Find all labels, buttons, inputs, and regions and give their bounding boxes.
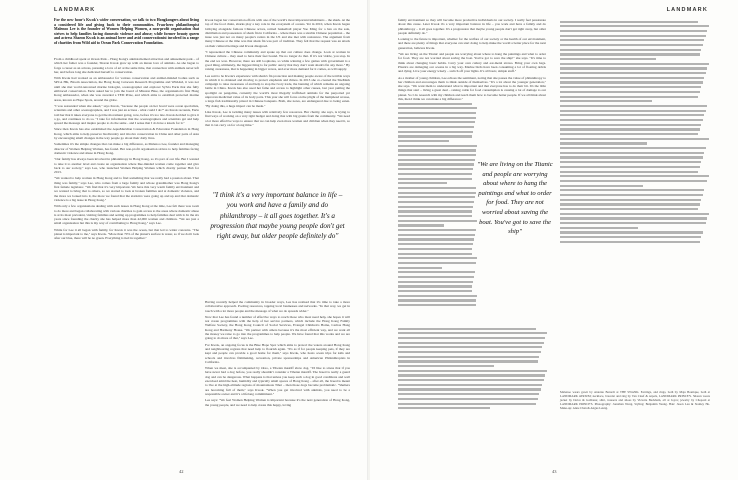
chinese-text-line bbox=[398, 206, 473, 208]
chinese-text-line bbox=[398, 154, 476, 156]
chinese-text-line bbox=[398, 107, 477, 109]
chinese-text-line bbox=[398, 234, 475, 236]
paragraph: While for Lee it all began with family, for Kwok it was the ocean, but that led to wider concerns. "The planet is important to me," says Kwok. "More than 70% of the planet's surface is water, so if we don't look after our blue, there will be no green. Everything is tied in together." bbox=[54, 227, 199, 241]
chinese-text-line bbox=[560, 236, 701, 238]
chinese-text-line bbox=[560, 30, 707, 32]
chinese-text-line bbox=[398, 178, 472, 180]
chinese-text-line bbox=[560, 222, 706, 224]
chinese-text-line bbox=[560, 44, 703, 46]
chinese-text-line bbox=[560, 72, 706, 74]
chinese-text-line bbox=[398, 295, 477, 297]
chinese-text-line bbox=[560, 77, 704, 79]
chinese-text-line bbox=[398, 103, 472, 105]
chinese-text-line bbox=[398, 356, 539, 358]
chinese-text-line bbox=[398, 281, 473, 283]
chinese-text-line bbox=[398, 379, 544, 381]
chinese-text-line bbox=[398, 173, 472, 175]
chinese-text-line bbox=[560, 156, 703, 158]
chinese-text-line bbox=[398, 112, 476, 114]
chinese-text-line bbox=[398, 351, 541, 353]
chinese-text-line bbox=[560, 63, 709, 65]
chinese-text-line bbox=[398, 285, 472, 287]
chinese-text-line bbox=[398, 346, 542, 348]
paragraph: For Kwok, an ongoing focus is the Blue Hope Spot which aims to protect the waters around Hong Kong and neighbouring regions that need help to flourish again. "It's as if for people keeping pets, if they are kept and people can provide a good home for them," says Kwok, who hosts ocean trips for kids and schools and involves filmmaking, recreation, private sponsorships and American Philanthropists in California. bbox=[205, 342, 350, 364]
paragraph: As a mother of young children, Lee echoes the sentiment, noting that she passes the value of philanthropy to her children and encourages them to think outside of themselves. "It's a lot about the younger generation," she says. "We want them to understand what is important and that everyone has to do their bit. It's the little things that start – living a great deal – raising cattle for food consumption is causing a lot of damage to our planet. So I do research with my children and teach them how to become better people. If we all think about this, then I think we can make a big difference." bbox=[398, 75, 546, 102]
chinese-text-line bbox=[398, 393, 539, 395]
chinese-text-line bbox=[398, 253, 472, 255]
paragraph: family environment so they will become more productive individuals in our society. I really feel passionate about this cause. Later Kwok it's a very important balance in life – you work and have a family and do philanthropy – it all goes together. It's a progression that maybe young people don't get right away, but older people definitely do." bbox=[398, 18, 546, 35]
chinese-text-line bbox=[560, 49, 701, 51]
chinese-text-line bbox=[398, 224, 444, 226]
chinese-text-line bbox=[560, 91, 700, 93]
chinese-text-line bbox=[560, 180, 707, 182]
chinese-text-line bbox=[560, 100, 652, 102]
chinese-text-line bbox=[560, 152, 704, 154]
paragraph: With Kwok had worked as an ambassador for various conservation and animal-minded bodies such as SPCA HK, Bloom Association, the Hong Kong Cetacean Research Programme and WildAid, it was not until she met world-renowned marine biologist, oceanographer and explorer Sylvia Earle that she fully embraced conservation. Earle asked her to join the board of Mission Blue, the organisation's first Hong Kong ambassador, when she was awarded a TED Prize, and which aims to establish protected marine areas, known as Hope Spots, around the globe. bbox=[54, 76, 199, 102]
chinese-text-line bbox=[398, 220, 477, 222]
pull-quote-right: "We are living on the Titanic and people are worrying about where to hang the paintings and what to order for food. They are not worried about saving the boat. You've got to save the ship" bbox=[477, 161, 553, 236]
chinese-text-line bbox=[398, 276, 474, 278]
paragraph: From a childhood spent at Ocean Park – Hong Kong's animal-themed attraction and amusement park – of which her father was a founder, Sharon Kwok grew up with an innate love of animals. As she began to forge a career as an actress, pursuing a love of art at the same time, that connection with animals never left her, and before long she dedicated herself to conservation. bbox=[54, 57, 199, 74]
chinese-text-line bbox=[560, 171, 698, 173]
pull-quote-left: "I think it's a very important balance in life – you work and have a family and do philanthropy – it all goes together. It's a progression that maybe young people don't get right away, but older people definitely do" bbox=[210, 191, 345, 241]
chinese-text-line bbox=[398, 126, 474, 128]
chinese-text-line bbox=[398, 196, 475, 198]
chinese-text-line bbox=[398, 407, 490, 409]
chinese-text-line bbox=[398, 257, 477, 259]
paragraph: "I was astounded when she asked," says Kwok, "because the people on her board were ocean specialists, scientists and other oceanographers, and I was just an actress - what could I do?" As Kwok recounts, Earle told her that it takes everyone to get the movement going, now, before it's too late. Kwok decided to give it a go, and continues to do so. "I take for information that the oceanographers and scientists get and help spread the message and inspire people to do the same - and I sense that I do have a knack for it." bbox=[54, 103, 199, 126]
chinese-text-line bbox=[560, 231, 703, 233]
chinese-text-line bbox=[398, 370, 547, 372]
chinese-text-line bbox=[398, 145, 477, 147]
paragraph: Kwok began her conservation efforts with one of the world's most important inhabitants – the shark. At the top of the food chain, sharks play a key role in the ecosystem of oceans. Yet in 2010, when Kwok began lobbying alongside famous Chinese actors, retired basketball player Yao Ming for a ban on the sale, distribution and possession of shark fin in California – where there was a sizable Chinese population – the issue was just not on many people's radars in the US and she met with resistance. The argument from many Chinese at the time was that shark fin was part of tradition. They felt that the request was an attack on their cultural heritage and Kwok disagreed. bbox=[205, 18, 350, 48]
right-page bbox=[370, 0, 738, 480]
chinese-text-line bbox=[560, 241, 700, 243]
paragraph: Now that Lee has found a number of effective ways to reach those who most need help, she hopes it will not create programmes with the help of her service partners, which include the Hong Kong Family Welfare Society, the Hong Kong Council of Social Services, Evangel Children's Home, Caritas Hong Kong and Harmony House. "We partner with others because it's the most efficient way, and we want all the money we raise to go into the programmes to help people. We have found that this works and we are going to do more of that," says Lee. bbox=[205, 314, 350, 341]
chinese-text-line bbox=[398, 182, 447, 184]
chinese-text-line bbox=[560, 96, 698, 98]
chinese-text-line bbox=[398, 192, 476, 194]
chinese-text-line bbox=[398, 163, 474, 165]
chinese-text-line bbox=[560, 86, 701, 88]
chinese-text-line bbox=[398, 365, 494, 367]
left-column-1 bbox=[54, 57, 199, 457]
chinese-text-line bbox=[398, 388, 541, 390]
chinese-text-line bbox=[398, 229, 476, 231]
paragraph: Sometimes it's the simple changes that can make a big difference, as Malenoo Lee, founder and managing director of Women Helping Women, has found. Her non-profit organisation strives to help families facing domestic violence and abuse in Hong Kong. bbox=[54, 142, 199, 155]
chinese-text-line bbox=[398, 248, 472, 250]
left-page bbox=[0, 0, 368, 480]
chinese-text-line bbox=[398, 374, 545, 376]
chinese-text-line bbox=[560, 128, 700, 130]
chinese-text-line bbox=[398, 267, 442, 269]
chinese-text-line bbox=[560, 208, 698, 210]
chinese-text-line bbox=[560, 185, 643, 187]
chinese-text-line bbox=[398, 299, 476, 301]
paragraph: Looking to the future is important, whether for the welfare of our society or the health of our environment, and there are plenty of things that everyone can start doing to help make the world a better place for the next generation, believes Kwok. bbox=[398, 37, 546, 50]
page-number-left: 42 bbox=[179, 469, 184, 474]
chinese-text-line bbox=[560, 58, 656, 60]
chinese-text-line bbox=[398, 337, 545, 339]
chinese-text-line bbox=[560, 142, 647, 144]
left-column-2-top bbox=[205, 18, 350, 188]
chinese-text-line bbox=[560, 110, 706, 112]
chinese-text-line bbox=[398, 140, 449, 142]
paragraph: "I represented the Chinese community and spoke up that our culture does change. Look at women in Chinese culture – they used to have their feet bound. We no longer do that. If it's not viable, you stop. In the end we won. However, there are still loopholes, so while winning a few games with government is a good thing, ultimately, the biggest thing is for public outcry that they don't want shark's fin any more." By raising awareness, that is happening in bigger waves, and ever more demand for it comes, as will supply. bbox=[205, 50, 350, 72]
paragraph: When we meet, she is accompanied by Oreo, a Tibetan mastiff show dog. "I'd like to stress that if you have never had a dog before, you really shouldn't consider a Tibetan mastiff. The breed is really a guard dog and can be dangerous. What happens is that unless you keep such a dog in good conditions and well exercised amid the heat, humidity and typically small spaces of Hong Kong – after all, the breed is meant to live at the high-altitude regions of mountainous Tibet – then those dogs become problematic. "Shelters are becoming full of them," says Kwok. "When you get involved with animals, you need to be a responsible owner and it's a lifelong commitment." bbox=[205, 366, 350, 396]
chinese-text-line bbox=[560, 39, 704, 41]
chinese-text-line bbox=[398, 187, 476, 189]
chinese-text-line bbox=[398, 290, 472, 292]
chinese-text-line bbox=[560, 161, 701, 163]
chinese-text-line bbox=[560, 124, 701, 126]
chinese-text-line bbox=[560, 114, 704, 116]
chinese-text-line bbox=[560, 138, 709, 140]
chinese-text-line bbox=[398, 262, 476, 264]
chinese-text-line bbox=[398, 403, 536, 405]
chinese-text-line bbox=[398, 342, 544, 344]
chinese-text-line bbox=[560, 21, 698, 23]
chinese-text-line bbox=[560, 53, 700, 55]
chinese-text-line bbox=[560, 189, 704, 191]
chinese-text-line bbox=[560, 217, 707, 219]
chinese-text-line bbox=[398, 149, 476, 151]
chinese-text-line bbox=[560, 119, 703, 121]
chinese-text-line bbox=[398, 215, 472, 217]
chinese-text-line bbox=[560, 133, 698, 135]
chinese-text-line bbox=[398, 131, 473, 133]
paragraph: Lee says: "We feel Women Helping Women is important because it's the next generation of Hong Kong, the young people, and we need to help create this happy, loving bbox=[205, 398, 350, 407]
paragraph: Having recently helped the community in broader ways, Lee has realised that it's time to take a more collaborative approach. Pooling resources, tapping local businesses and networks. "In that way, we get in touch with a lot more people and the message of what we do spreads wider." bbox=[205, 300, 350, 313]
chinese-text-line bbox=[560, 147, 706, 149]
chinese-text-line bbox=[560, 227, 638, 229]
chinese-text-line bbox=[560, 199, 701, 201]
paragraph: "We wanted to help women in Hong Kong and to find something that we really had a passion about. That thing was family," says Lee, who comes from a large family and whose grandmother was Hong Kong's first female legislator. "We find that it's very important. We have this very warm family environment and we wanted to bring that to others, so we started to look at broken families and at domestic violence, and the more we looked into it, the more we found that the statistics were going up and up and that domestic violence is a big issue in Hong Kong." bbox=[54, 176, 199, 202]
right-column-1-top bbox=[398, 18, 546, 102]
chinese-text-block-2 bbox=[398, 325, 548, 455]
chinese-text-line bbox=[398, 168, 473, 170]
chinese-text-line bbox=[398, 117, 476, 119]
paragraph: "We are living on the Titanic and people are worrying about where to hang the paintings and what to order for food. They are not worried about saving the boat. You've got to save the ship!" she says. "It's time to think about changing basic habits. Carry your own cutlery and eat-metal straws. Bring your own bags. Plastics are damaging our oceans in a big way. Marine birds have been consuming a lot of floating debris and dying. Live your energy wisely – switch off your lights. It's all basic, simple stuff." bbox=[398, 52, 546, 74]
paragraph: "Our family has always been involved in philanthropy in Hong Kong, so it's part of our life. But I wanted to take it to another level and create an organisation where like-minded women come together and give back to our society," says Lee, who launched Women Helping Women which charity partner Hub for 2013. bbox=[54, 157, 199, 175]
chinese-text-line bbox=[398, 135, 472, 137]
paragraph: Like Kwok, Lee is tackling many issues with relatively few resources. Her charity, she says, is trying to find ways of working on a very tight budget and doing that with big grants from the community. "We need a lot more effective ways to ensure that we can help even more women and children when they need it, so that it can carry on for a long time." bbox=[205, 109, 350, 127]
chinese-text-line bbox=[398, 360, 538, 362]
chinese-text-line bbox=[398, 398, 538, 400]
chinese-text-line bbox=[560, 166, 700, 168]
article-intro: For the new hour's Kwok's wider conversation, we talk to two Hongkongers about living a considered life and giving back to their communities. Frau-hero philanthropist Malenoo Lee is the founder of Women Helping Women, a non-profit organisation that strives to help families facing domestic violence and abuse; while former beauty queen and actress Sharon Kwok is an animal lover and avid conservationist involved in a range of charities from Wild aid to Ocean Park Conservation Foundation. bbox=[54, 18, 199, 45]
chinese-text-line bbox=[398, 271, 475, 273]
chinese-text-line bbox=[560, 213, 709, 215]
paragraph: Lee said to be Kwok's experience with shark's fin protection and making people aware of the terrible ways in which it is obtained and moving to protect elephants and rhinos. In 2013 she co-created the SheMark campaign to raise awareness of and help to stop the ivory trade, the banning of which remains an ongoing battle in China. Kwok has also used her fame and access to highlight other causes, last year putting the spotlight on pangolins, currently the world's most illegally trafficked animals for the purported yet unproven medicinal value of its body parts. This year she will focus on the plight of the humphead wrasse, a large fish traditionally prized in Chinese banquets. Both, she notes, are endangered due to being eaten. "By doing this, a huge impact can be made." bbox=[205, 73, 350, 108]
photo-credits: Malenoo wears gown by Antonio Berardi at THE SWANK. Earrings, and rings, both by Maja Boutique, both at LANDMARK ATRIUM; necklace, bracelet and ring by Van Cleef & Arpels, LANDMARK PRINCE'S. Sharon wears jacket by Dolce & Gabbana; shirt, trousers and shoes by Victoria Beckham, all at Joyce; jewelry by Chopard at LANDMARK PRINCE'S. Photography: Jonathan Wong. Styling: Benjamin Yeung. Hair: Jason Lau & Stanley Ho. Make-up: Anne Chan & Angus Leung. bbox=[560, 390, 710, 411]
chinese-text-line bbox=[560, 35, 706, 37]
chinese-text-line bbox=[560, 194, 703, 196]
chinese-text-line bbox=[398, 201, 474, 203]
left-page-header: LANDMARK bbox=[54, 7, 96, 13]
chinese-text-line bbox=[560, 105, 707, 107]
page-number-right: 43 bbox=[552, 469, 557, 474]
chinese-text-line bbox=[398, 243, 473, 245]
chinese-text-line bbox=[560, 25, 709, 27]
chinese-text-line bbox=[398, 384, 542, 386]
chinese-text-line bbox=[398, 210, 472, 212]
left-column-2-bottom bbox=[205, 300, 350, 460]
chinese-text-line bbox=[560, 203, 700, 205]
chinese-text-line bbox=[398, 328, 536, 330]
chinese-text-block-3 bbox=[560, 18, 710, 358]
chinese-text-line bbox=[398, 304, 476, 306]
paragraph: With only a few organisations dealing with such issues in Hong Kong at the time, Lee felt there was room to do more and began collaborating with various charities to gain access to the areas where domestic abuse is at its most prevalent, visiting families and setting up programmes to help families deal with it. In the six years since founding the charity she has helped more than 42,000 women and children. "We are just a small organisation but this is my way of contributing to Hong Kong," says Lee. bbox=[54, 204, 199, 226]
right-page-header: LANDMARK bbox=[666, 7, 708, 13]
paragraph: Since then Kwok has also established the AquaMeridian Conservation & Education Foundation in Hong Kong, which aims to help preserve biodiversity and involve conservation in China and other parts of Asia by encouraging small changes in the way people go about their daily lives. bbox=[54, 127, 199, 141]
chinese-text-line bbox=[560, 175, 709, 177]
chinese-text-line bbox=[398, 238, 474, 240]
chinese-text-line bbox=[560, 67, 707, 69]
chinese-text-line bbox=[398, 332, 547, 334]
chinese-text-line bbox=[398, 159, 475, 161]
chinese-text-line bbox=[560, 81, 703, 83]
chinese-text-line bbox=[398, 121, 475, 123]
